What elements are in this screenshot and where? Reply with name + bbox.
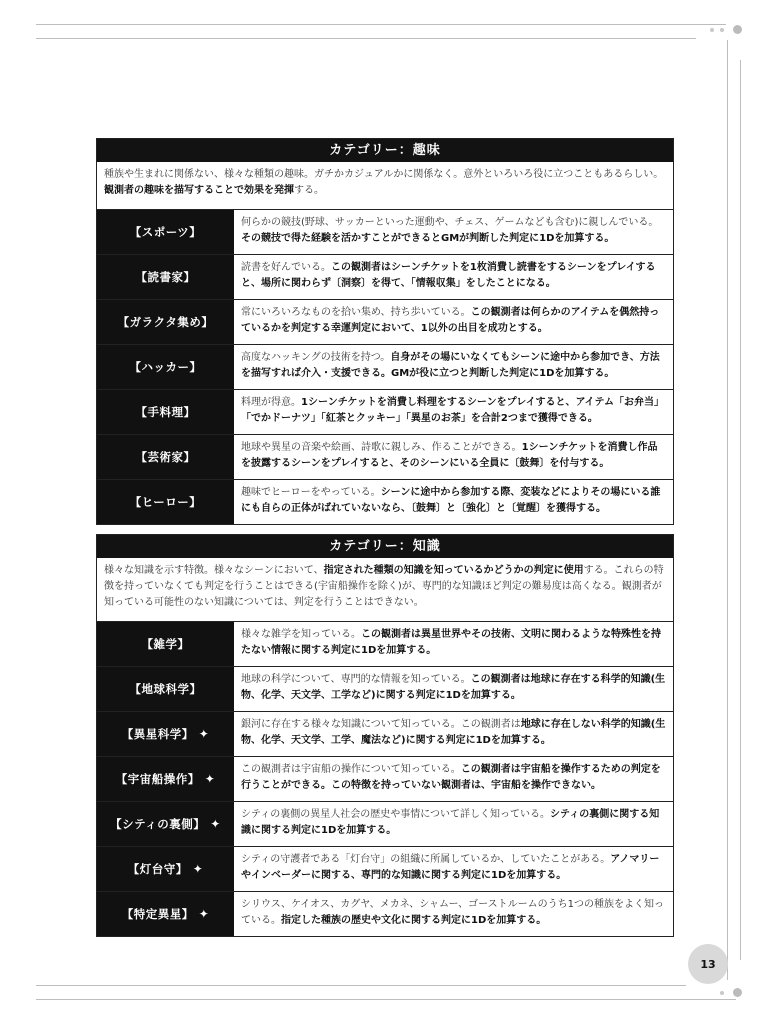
- trait-description: [234, 390, 673, 434]
- trait-label: [97, 300, 234, 344]
- table-row: [97, 802, 673, 847]
- trait-name: 【雑学】: [141, 637, 190, 651]
- description-text: シリウス、ケイオス、カグヤ、メカネ、シャムー、ゴーストルームのうち1つの種族をよく知っている。: [241, 899, 664, 926]
- trait-label: [97, 435, 234, 479]
- corner-dot-icon: [733, 25, 742, 34]
- description-text: シティの裏側の異星人社会の歴史や事情について詳しく知っている。: [241, 809, 550, 820]
- right-rule-2: [740, 60, 741, 960]
- description-text: 地球の科学について、専門的な情報を知っている。: [241, 674, 471, 685]
- trait-name: 【芸術家】: [135, 450, 196, 464]
- trait-name: 【異星科学】: [121, 727, 194, 741]
- description-effect: シーンに途中から参加する際、変装などによりその場にいる誰にも自らの正体がばれていないなら、〔鼓舞〕と〔強化〕と〔覚醒〕を獲得する。: [241, 487, 661, 514]
- trait-description: [234, 712, 673, 756]
- trait-name: 【シティの裏側】: [110, 817, 206, 831]
- table-row: [97, 210, 673, 255]
- table-row: [97, 847, 673, 892]
- description-text: 様々な雑学を知っている。: [241, 629, 361, 640]
- top-rule-2: [36, 38, 696, 39]
- trait-name: 【地球科学】: [129, 682, 202, 696]
- trait-name: 【読書家】: [135, 270, 196, 284]
- trait-description: [234, 847, 673, 891]
- description-text: 料理が得意。: [241, 397, 301, 408]
- bottom-rule: [36, 985, 686, 986]
- trait-label: [97, 802, 234, 846]
- trait-label: [97, 480, 234, 524]
- description-text: 銀河に存在する様々な知識について知っている。この観測者は: [241, 719, 521, 730]
- corner-dot-icon: [733, 988, 742, 997]
- description-text: この観測者は宇宙船の操作について知っている。: [241, 764, 461, 775]
- table-row: [97, 480, 673, 524]
- trait-label: [97, 345, 234, 389]
- description-text: 高度なハッキングの技術を持つ。: [241, 352, 391, 363]
- corner-dot-small-icon: [720, 991, 724, 995]
- trait-description: [234, 892, 673, 936]
- corner-dot-small-icon: [720, 28, 724, 32]
- description-effect: この観測者はシーンチケットを1枚消費し読書をするシーンをプレイすると、場所に関わらず〔洞察〕を得て、「情報収集」をしたことになる。: [241, 262, 656, 289]
- table-row: [97, 892, 673, 936]
- intro-text: する。: [294, 185, 324, 196]
- trait-name: 【手料理】: [135, 405, 196, 419]
- sparkle-icon: ✦: [198, 727, 210, 741]
- description-effect: 指定した種族の歴史や文化に関する判定に1Dを加算する。: [281, 915, 547, 926]
- trait-description: [234, 480, 673, 524]
- category-title: カテゴリー：趣味: [97, 139, 673, 162]
- top-rule: [36, 24, 726, 25]
- table-row: [97, 345, 673, 390]
- trait-label: [97, 210, 234, 254]
- sparkle-icon: ✦: [198, 907, 210, 921]
- sparkle-icon: ✦: [204, 772, 216, 786]
- description-effect: 地球に存在しない科学的知識(生物、化学、天文学、工学、魔法など)に関する判定に1Dを加算する。: [241, 719, 666, 746]
- table-row: [97, 390, 673, 435]
- description-text: シティの守護者である「灯台守」の組織に所属しているか、していたことがある。: [241, 854, 611, 865]
- trait-description: [234, 622, 673, 666]
- intro-text: 様々な知識を示す特徴。様々なシーンにおいて、: [104, 565, 324, 576]
- table-row: [97, 255, 673, 300]
- trait-name: 【特定異星】: [121, 907, 194, 921]
- trait-label: [97, 847, 234, 891]
- bottom-rule-2: [36, 999, 736, 1000]
- trait-name: 【ハッカー】: [129, 360, 202, 374]
- description-effect: この観測者は宇宙船を操作するための判定を行うことができる。この特徴を持っていない観測者は、宇宙船を操作できない。: [241, 764, 661, 791]
- table-row: [97, 622, 673, 667]
- trait-label: [97, 892, 234, 936]
- description-effect: 1シーンチケットを消費し作品を披露するシーンをプレイすると、そのシーンにいる全員に〔鼓舞〕を付与する。: [241, 442, 658, 469]
- trait-description: [234, 210, 673, 254]
- sparkle-icon: ✦: [210, 817, 221, 831]
- category-intro: [97, 558, 673, 622]
- intro-text: 種族や生まれに関係ない、様々な種類の趣味。ガチかカジュアルかに関係なく。意外といろいろ役に立つこともあるらしい。: [104, 169, 664, 180]
- intro-text: する。これらの特徴を持っていなくても判定を行うことはできる(宇宙船操作を除く)が、専門的な知識ほど判定の難易度は高くなる。観測者が知っている可能性のない知識については、判定を行うことはできない。: [104, 565, 664, 608]
- table-row: [97, 712, 673, 757]
- description-text: 何らかの競技(野球、サッカーといった運動や、チェス、ゲームなども含む)に親しんでいる。: [241, 217, 659, 228]
- category-intro: [97, 162, 673, 210]
- trait-name: 【灯台守】: [127, 862, 188, 876]
- description-text: 常にいろいろなものを拾い集め、持ち歩いている。: [241, 307, 471, 318]
- trait-label: [97, 757, 234, 801]
- trait-name: 【宇宙船操作】: [115, 772, 200, 786]
- description-effect: この観測者は何らかのアイテムを偶然持っているかを判定する幸運判定において、1以外の出目を成功とする。: [241, 307, 660, 334]
- trait-description: [234, 435, 673, 479]
- trait-description: [234, 255, 673, 299]
- category-knowledge-table: [96, 534, 674, 937]
- corner-dot-small-icon: [710, 28, 714, 32]
- right-rule: [727, 40, 728, 980]
- trait-label: [97, 622, 234, 666]
- trait-name: 【スポーツ】: [129, 225, 202, 239]
- trait-description: [234, 802, 673, 846]
- description-text: 地球や異星の音楽や絵画、詩歌に親しみ、作ることができる。: [241, 442, 522, 453]
- description-effect: この観測者は異星世界やその技術、文明に関わるような特殊性を持たない情報に関する判定に1Dを加算する。: [241, 629, 661, 656]
- trait-name: 【ヒーロー】: [129, 495, 202, 509]
- trait-description: [234, 667, 673, 711]
- description-effect: その競技で得た経験を活かすことができるとGMが判断した判定に1Dを加算する。: [241, 233, 615, 244]
- category-title: カテゴリー：知識: [97, 535, 673, 558]
- table-row: [97, 435, 673, 480]
- trait-description: [234, 300, 673, 344]
- trait-label: [97, 255, 234, 299]
- description-text: 趣味でヒーローをやっている。: [241, 487, 381, 498]
- page-number: 13: [688, 944, 728, 984]
- trait-description: [234, 345, 673, 389]
- description-effect: アノマリーやインベーダーに関する、専門的な知識に関する判定に1Dを加算する。: [241, 854, 660, 881]
- table-row: [97, 667, 673, 712]
- description-effect: 1シーンチケットを消費し料理をするシーンをプレイすると、アイテム「お弁当」「でかドーナツ」「紅茶とクッキー」「異星のお茶」を合計2つまで獲得できる。: [241, 397, 665, 424]
- trait-label: [97, 712, 234, 756]
- intro-text-bold: 観測者の趣味を描写することで効果を発揮: [104, 185, 294, 196]
- trait-label: [97, 390, 234, 434]
- intro-text-bold: 指定された種類の知識を知っているかどうかの判定に使用: [323, 565, 584, 576]
- sparkle-icon: ✦: [192, 862, 204, 876]
- description-effect: 自身がその場にいなくてもシーンに途中から参加でき、方法を描写すれば介入・支援できる。GMが役に立つと判断した判定に1Dを加算する。: [241, 352, 660, 379]
- table-row: [97, 757, 673, 802]
- description-text: 読書を好んでいる。: [241, 262, 331, 273]
- category-hobby-table: [96, 138, 674, 525]
- table-row: [97, 300, 673, 345]
- trait-description: [234, 757, 673, 801]
- description-effect: この観測者は地球に存在する科学的知識(生物、化学、天文学、工学など)に関する判定に1Dを加算する。: [241, 674, 666, 701]
- trait-name: 【ガラクタ集め】: [117, 315, 214, 329]
- description-effect: シティの裏側に関する知識に関する判定に1Dを加算する。: [241, 809, 660, 836]
- trait-label: [97, 667, 234, 711]
